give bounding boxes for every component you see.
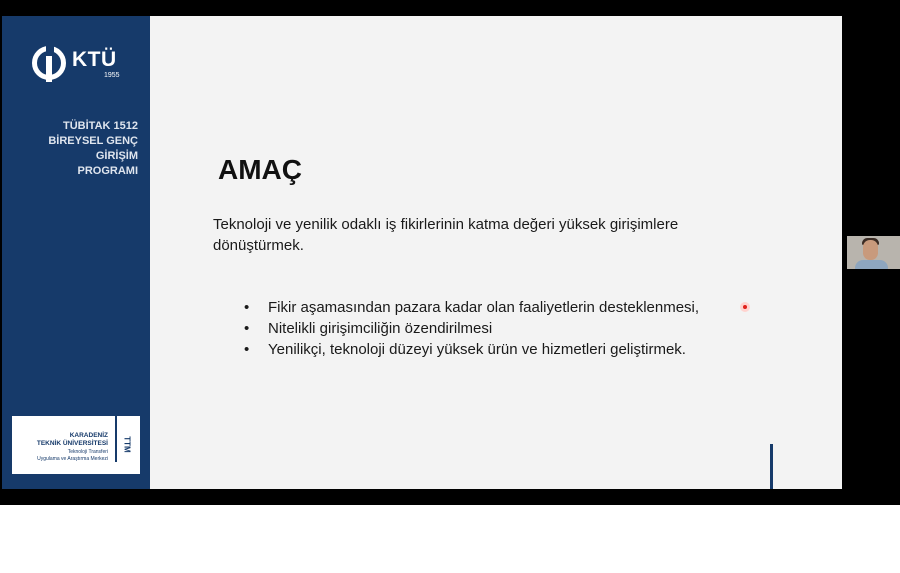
bullet-icon: • (244, 341, 250, 358)
bullet-text: Nitelikli girişimciliğin özendirilmesi (268, 320, 493, 337)
ktu-logo-bar (46, 56, 52, 82)
ktu-logo-text: KTÜ (72, 48, 117, 71)
laser-pointer-core (743, 305, 747, 309)
participant-face (863, 240, 878, 260)
slide-accent-line (770, 444, 773, 489)
tto-logo (12, 416, 140, 474)
tto-center-name: Teknoloji Transferi Uygulama ve Araştırma Merkezi (37, 449, 108, 462)
slide-paragraph: Teknoloji ve yenilik odaklı iş fikirlerinin katma değeri yüksek girişimlere dönüştürmek. (213, 216, 679, 254)
list-item (240, 297, 699, 318)
program-name: TÜBİTAK 1512 BİREYSEL GENÇ GİRİŞİM PROGRAMI (48, 120, 138, 177)
ktu-logo-year: 1955 (104, 72, 120, 79)
presentation-stage (0, 16, 900, 505)
tto-divider (115, 416, 117, 462)
laser-pointer-icon (740, 302, 750, 312)
top-black-bar (0, 0, 900, 16)
bullet-text: Yenilikçi, teknoloji düzeyi yüksek ürün ve hizmetleri geliştirmek. (268, 341, 686, 358)
bullet-list (240, 297, 699, 360)
slide-title: AMAÇ (218, 154, 302, 185)
participant-video-thumbnail[interactable] (847, 236, 900, 269)
list-item (240, 318, 699, 339)
participant-shoulders (855, 260, 888, 269)
tto-university-name: KARADENİZ TEKNİK ÜNİVERSİTESİ (36, 432, 108, 447)
list-item (240, 339, 699, 360)
slide (2, 16, 842, 489)
bullet-icon: • (244, 320, 250, 337)
slide-sidebar (2, 16, 150, 489)
bullet-icon: • (244, 299, 250, 316)
ktu-logo (32, 46, 122, 90)
bullet-text: Fikir aşamasından pazara kadar olan faaliyetlerin desteklenmesi, (268, 299, 700, 316)
tto-mark: TTM (122, 436, 132, 453)
